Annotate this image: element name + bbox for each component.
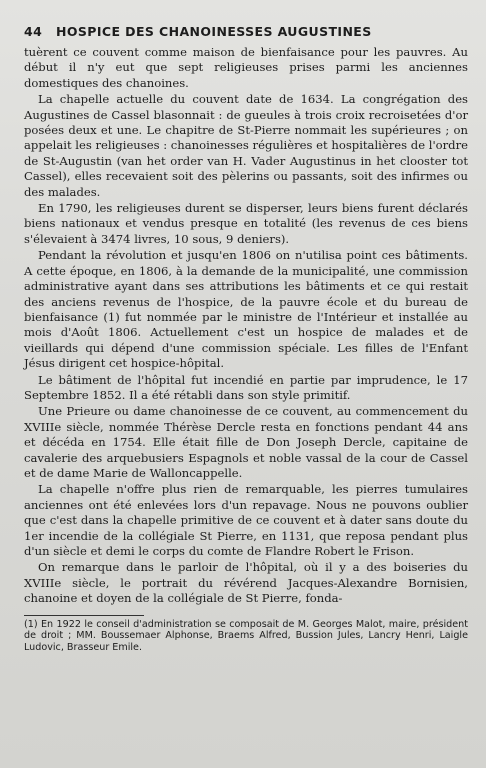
footnote-divider [24,615,144,616]
paragraph-6: Une Prieure ou dame chanoinesse de ce couvent, au commencement du XVIIIe siècle, nommée Thérèse Dercle resta en fonctions pendant 44 ans et décéda en 1754. Elle était fille de Don Joseph Dercle, capitaine de cavalerie des arquebusiers Espagnols et noble vassal de la cour de Cassel et de dame Marie de Walloncappelle. [24,404,468,480]
running-title: HOSPICE DES CHANOINESSES AUGUSTINES [56,24,372,39]
paragraph-4: Pendant la révolution et jusqu'en 1806 on n'utilisa point ces bâtiments. A cette époque, en 1806, à la demande de la municipalité, une commission administrative ayant dans ses attributions les bâtiments et ce qui restait des anciens revenus de l'hospice, de la pauvre école et du bureau de bienfaisance (1) fut nommée par le ministre de l'Intérieur et installée au mois d'Août 1806. Actuellement c'est un hospice de malades et de vieillards qui dépend d'une commission spéciale. Les filles de l'Enfant Jésus dirigent cet hospice-hôpital. [24,248,468,371]
paragraph-8: On remarque dans le parloir de l'hôpital, où il y a des boiseries du XVIIIe siècle, le portrait du révérend Jacques-Alexandre Bornisien, chanoine et doyen de la collégiale de St Pierre, fonda- [24,560,468,606]
paragraph-7: La chapelle n'offre plus rien de remarquable, les pierres tumulaires anciennes ont été enlevées lors d'un repavage. Nous ne pouvons oublier que c'est dans la chapelle primitive de ce couvent et à dater sans doute du 1er incendie de la collégiale St Pierre, en 1131, que reposa pendant plus d'un siècle et demi le corps du comte de Flandre Robert le Frison. [24,482,468,558]
page-number: 44 [24,24,43,39]
paragraph-1: tuèrent ce couvent comme maison de bienfaisance pour les pauvres. Au début il n'y eut que sept religieuses prises parmi les anciennes domestiques des chanoines. [24,45,468,90]
paragraph-3: En 1790, les religieuses durent se disperser, leurs biens furent déclarés biens nationaux et vendus presque en totalité (les revenus de ces biens s'élevaient à 3474 livres, 10 sous, 9 deniers). [24,201,468,246]
paragraph-5: Le bâtiment de l'hôpital fut incendié en partie par imprudence, le 17 Septembre 1852. Il a été rétabli dans son style primitif. [24,372,468,402]
body-text [24,45,468,607]
paragraph-2: La chapelle actuelle du couvent date de 1634. La congrégation des Augustines de Cassel blasonnait : de gueules à trois croix recroisetées d'or posées deux et une. Le chapitre de St-Pierre nommait les supérieures ; on appelait les religieuses : chanoinesses régulières et hospitalières de l'ordre de St-Augustin (van het order van H. Vader Augustinus in het clooster tot Cassel), elles recevaient soit des pèlerins ou passants, soit des infirmes ou des malades. [24,92,468,199]
footnote: (1) En 1922 le conseil d'administration se composait de M. Georges Malot, maire, président de droit ; MM. Boussemaer Alphonse, Braems Alfred, Bussion Jules, Lancry Henri, Laigle Ludovic, Brasseur Emile. [24,618,468,653]
page-header [24,24,468,39]
